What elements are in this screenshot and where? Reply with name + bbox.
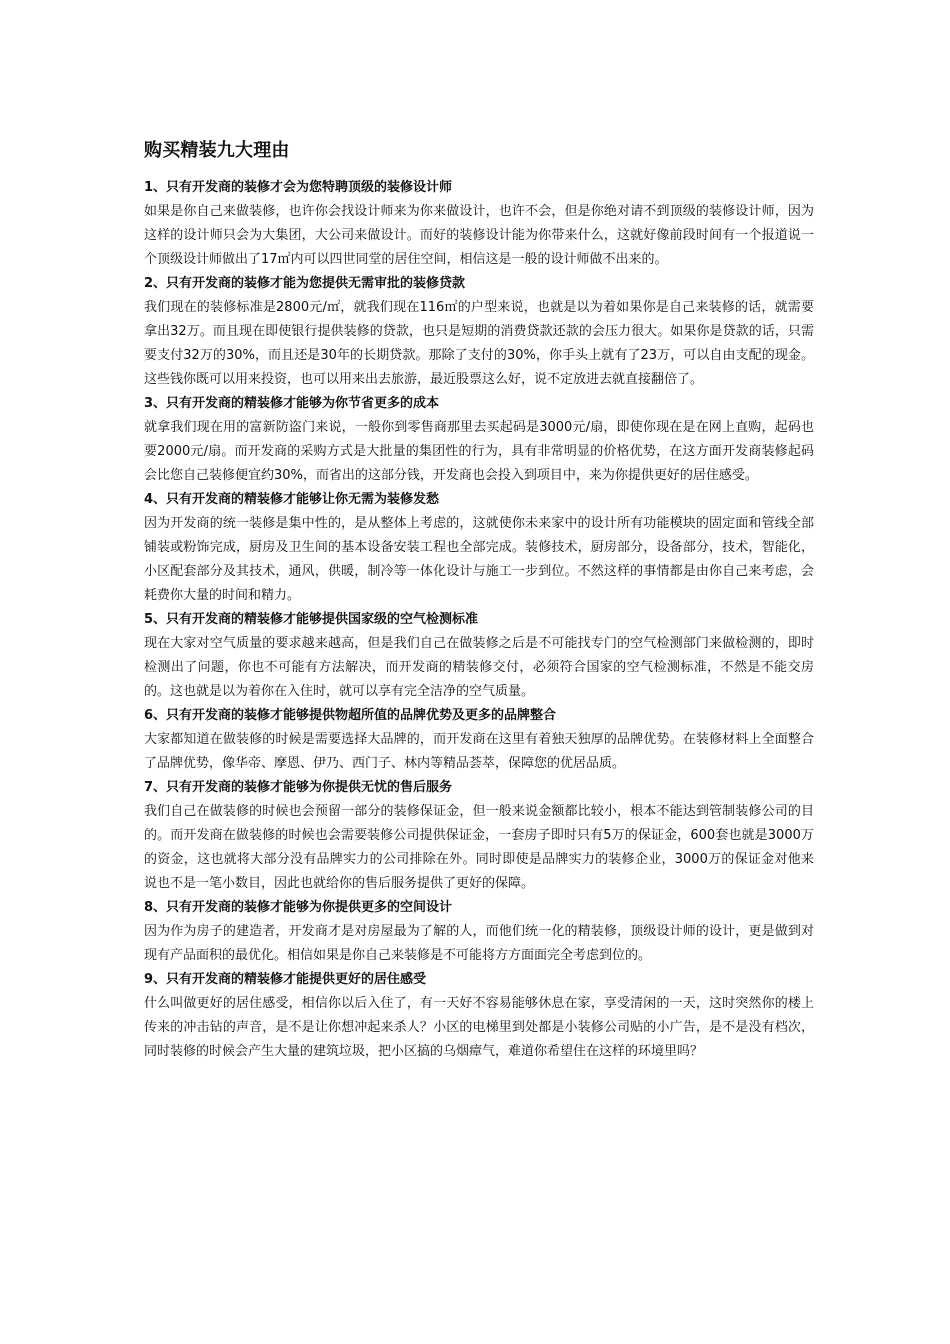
reason-section-9 [144, 968, 814, 1064]
section-heading: 1、只有开发商的装修才会为您特聘顶级的装修设计师 [144, 180, 453, 195]
reason-section-8 [144, 896, 814, 968]
reason-section-1 [144, 176, 814, 272]
section-body: 我们自己在做装修的时候也会预留一部分的装修保证金，但一般来说金额都比较小，根本不能达到管制装修公司的目的。而开发商在做装修的时候也会需要装修公司提供保证金，一套房子即时只有5万的保证金，600套也就是3000万的资金，这也就将大部分没有品牌实力的公司排除在外。同时即使是品牌实力的装修企业，3000万的保证金对他来说也不是一笔小数目，因此也就给你的售后服务提供了更好的保障。 [144, 804, 814, 891]
section-heading: 2、只有开发商的装修才能为您提供无需审批的装修贷款 [144, 276, 466, 291]
section-heading: 5、只有开发商的精装修才能够提供国家级的空气检测标准 [144, 612, 479, 627]
section-body: 如果是你自己来做装修，也许你会找设计师来为你来做设计，也许不会，但是你绝对请不到顶级的装修设计师，因为这样的设计师只会为大集团，大公司来做设计。而好的装修设计能为你带来什么，这就好像前段时间有一个报道说一个顶级设计师做出了17㎡内可以四世同堂的居住空间，相信这是一般的设计师做不出来的。 [144, 204, 814, 267]
section-heading: 6、只有开发商的装修才能够提供物超所值的品牌优势及更多的品牌整合 [144, 708, 557, 723]
reason-section-6 [144, 704, 814, 776]
section-body: 大家都知道在做装修的时候是需要选择大品牌的，而开发商在这里有着独天独厚的品牌优势。在装修材料上全面整合了品牌优势，像华帝、摩恩、伊乃、西门子、林内等精品荟萃，保障您的优居品质。 [144, 732, 814, 771]
reason-section-4 [144, 488, 814, 608]
reason-section-7 [144, 776, 814, 896]
section-body: 就拿我们现在用的富新防盗门来说，一般你到零售商那里去买起码是3000元/扇，即使你现在是在网上直购，起码也要2000元/扇。而开发商的采购方式是大批量的集团性的行为，具有非常明显的价格优势，在这方面开发商装修起码会比您自己装修便宜约30%，而省出的这部分钱，开发商也会投入到项目中，来为你提供更好的居住感受。 [144, 420, 814, 483]
section-heading: 4、只有开发商的精装修才能够让你无需为装修发愁 [144, 492, 440, 507]
section-heading: 7、只有开发商的装修才能够为你提供无忧的售后服务 [144, 780, 453, 795]
section-body: 现在大家对空气质量的要求越来越高，但是我们自己在做装修之后是不可能找专门的空气检测部门来做检测的，即时检测出了问题，你也不可能有方法解决，而开发商的精装修交付，必须符合国家的空气检测标准，不然是不能交房的。这也就是以为着你在入住时，就可以享有完全洁净的空气质量。 [144, 636, 814, 699]
section-heading: 3、只有开发商的精装修才能够为你节省更多的成本 [144, 396, 440, 411]
document-title: 购买精装九大理由 [144, 140, 290, 161]
section-body: 什么叫做更好的居住感受，相信你以后入住了，有一天好不容易能够休息在家，享受清闲的一天，这时突然你的楼上传来的冲击钻的声音，是不是让你想冲起来杀人？小区的电梯里到处都是小装修公司贴的小广告，是不是没有档次，同时装修的时候会产生大量的建筑垃圾，把小区搞的乌烟瘴气，难道你希望住在这样的环境里吗？ [144, 996, 814, 1059]
section-heading: 8、只有开发商的装修才能够为你提供更多的空间设计 [144, 900, 453, 915]
section-body: 我们现在的装修标准是2800元/㎡，就我们现在116㎡的户型来说，也就是以为着如果你是自己来装修的话，就需要拿出32万。而且现在即使银行提供装修的贷款，也只是短期的消费贷款还款的会压力很大。如果你是贷款的话，只需要支付32万的30%，而且还是30年的长期贷款。那除了支付的30%，你手头上就有了23万，可以自由支配的现金。这些钱你既可以用来投资，也可以用来出去旅游，最近股票这么好，说不定放进去就直接翻倍了。 [144, 300, 814, 387]
reason-section-2 [144, 272, 814, 392]
section-heading: 9、只有开发商的精装修才能提供更好的居住感受 [144, 972, 427, 987]
section-body: 因为作为房子的建造者，开发商才是对房屋最为了解的人，而他们统一化的精装修，顶级设计师的设计，更是做到对现有产品面积的最优化。相信如果是你自己来装修是不可能将方方面面完全考虑到位的。 [144, 924, 814, 963]
document-page [144, 138, 814, 1064]
reason-section-5 [144, 608, 814, 704]
section-body: 因为开发商的统一装修是集中性的，是从整体上考虑的，这就使你未来家中的设计所有功能模块的固定面和管线全部铺装或粉饰完成，厨房及卫生间的基本设备安装工程也全部完成。装修技术，厨房部分，设备部分，技术，智能化，小区配套部分及其技术，通风，供暖，制冷等一体化设计与施工一步到位。不然这样的事情都是由你自己来考虑，会耗费你大量的时间和精力。 [144, 516, 814, 603]
reason-section-3 [144, 392, 814, 488]
